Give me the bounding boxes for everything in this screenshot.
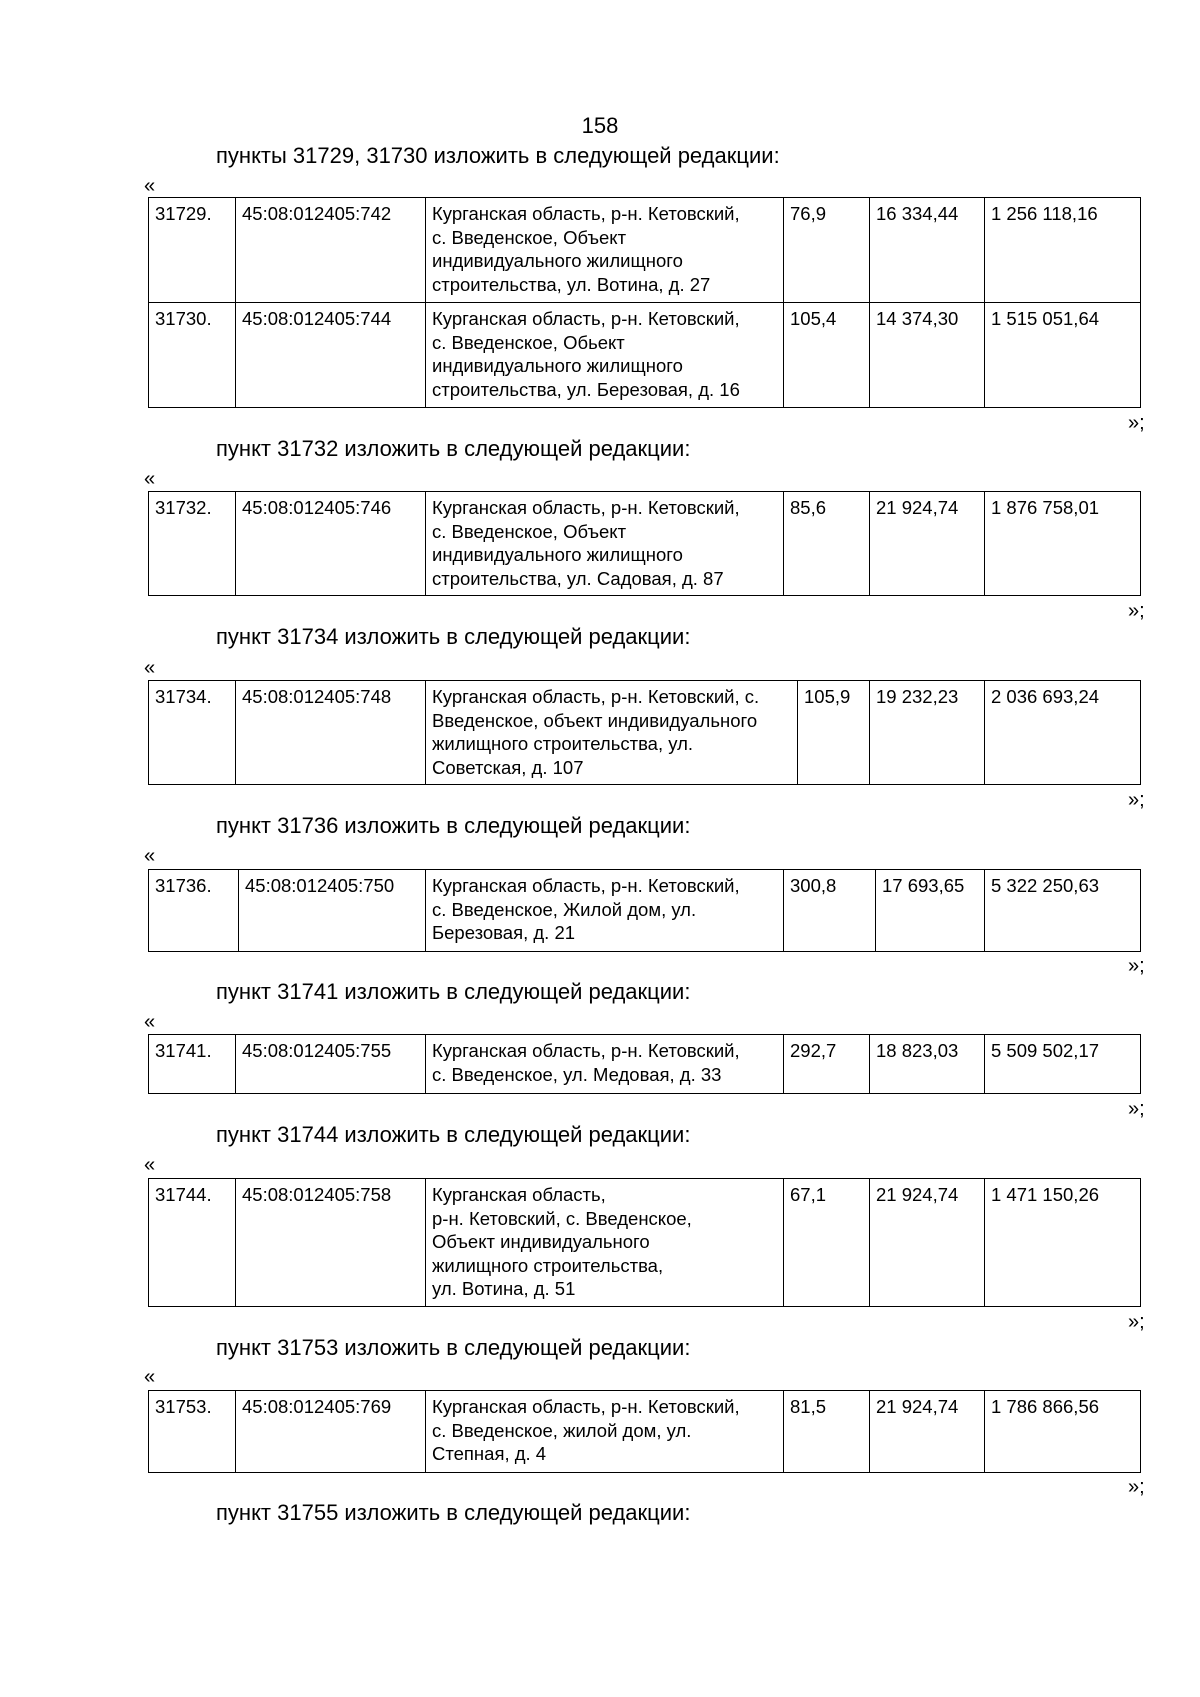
rate-value: 18 823,03 (870, 1035, 985, 1094)
section-intro: пункт 31732 изложить в следующей редакции: (216, 436, 691, 461)
area-value: 67,1 (784, 1179, 870, 1307)
address-line: с. Введенское, Объект (432, 226, 627, 248)
address-cell (426, 870, 784, 952)
amendment-table (148, 869, 1141, 952)
close-quote: »; (1128, 955, 1145, 977)
table-row (149, 870, 1141, 952)
address-line: Березовая, д. 21 (432, 922, 576, 943)
row-number: 31736. (149, 870, 239, 952)
cadastral-number: 45:08:012405:744 (236, 303, 426, 408)
close-quote: »; (1128, 1098, 1145, 1120)
total-value: 1 471 150,26 (985, 1179, 1141, 1307)
amendment-table (148, 1034, 1141, 1094)
amendment-table (148, 1178, 1141, 1307)
section-intro: пункт 31755 изложить в следующей редакции: (216, 1500, 691, 1525)
rate-value: 19 232,23 (870, 681, 985, 785)
section-intro: пункт 31753 изложить в следующей редакции: (216, 1335, 691, 1360)
cadastral-number: 45:08:012405:769 (236, 1391, 426, 1473)
address-line: строительства, ул. Вотина, д. 27 (432, 273, 711, 295)
section-intro: пункт 31734 изложить в следующей редакции: (216, 624, 691, 649)
address-cell (426, 1391, 784, 1473)
table-row (149, 492, 1141, 596)
rate-value: 16 334,44 (870, 198, 985, 303)
row-number: 31744. (149, 1179, 236, 1307)
close-quote: »; (1128, 600, 1145, 622)
rate-value: 17 693,65 (876, 870, 985, 952)
close-quote: »; (1128, 1476, 1145, 1498)
cadastral-number: 45:08:012405:746 (236, 492, 426, 596)
area-value: 81,5 (784, 1391, 870, 1473)
rate-value: 21 924,74 (870, 1179, 985, 1307)
table-row (149, 681, 1141, 785)
row-number: 31741. (149, 1035, 236, 1094)
cadastral-number: 45:08:012405:755 (236, 1035, 426, 1094)
row-number: 31729. (149, 198, 236, 303)
section-intro: пункт 31744 изложить в следующей редакции: (216, 1122, 691, 1147)
cadastral-number: 45:08:012405:748 (236, 681, 426, 785)
total-value: 1 515 051,64 (985, 303, 1141, 408)
close-quote: »; (1128, 789, 1145, 811)
address-line: жилищного строительства, (432, 1254, 664, 1276)
total-value: 5 509 502,17 (985, 1035, 1141, 1094)
open-quote: « (144, 845, 156, 867)
address-line: строительства, ул. Березовая, д. 16 (432, 378, 740, 400)
address-line: р-н. Кетовский, с. Введенское, (432, 1207, 692, 1229)
address-cell (426, 198, 784, 303)
address-line: Курганская область, р-н. Кетовский, (432, 875, 740, 896)
row-number: 31730. (149, 303, 236, 408)
address-line: индивидуального жилищного (432, 250, 683, 271)
table-row (149, 1035, 1141, 1094)
page-number: 158 (581, 113, 619, 138)
address-cell (426, 492, 784, 596)
area-value: 85,6 (784, 492, 870, 596)
open-quote: « (144, 657, 156, 679)
address-line: с. Введенское, ул. Медовая, д. 33 (432, 1063, 722, 1085)
area-value: 300,8 (784, 870, 876, 952)
area-value: 292,7 (784, 1035, 870, 1094)
amendment-table (148, 1390, 1141, 1473)
amendment-table (148, 197, 1141, 408)
address-line: Курганская область, р-н. Кетовский, (432, 497, 740, 518)
address-line: с. Введенское, Обьект (432, 331, 625, 353)
close-quote: »; (1128, 412, 1145, 434)
address-line: индивидуального жилищного (432, 355, 683, 376)
address-cell (426, 303, 784, 408)
address-line: Объект индивидуального (432, 1231, 650, 1252)
row-number: 31734. (149, 681, 236, 785)
total-value: 1 256 118,16 (985, 198, 1141, 303)
table-row (149, 303, 1141, 408)
section-intro: пункты 31729, 31730 изложить в следующей редакции: (216, 143, 780, 168)
address-line: Курганская область, (432, 1184, 606, 1205)
address-cell (426, 1179, 784, 1307)
area-value: 105,4 (784, 303, 870, 408)
table-row (149, 198, 1141, 303)
address-line: строительства, ул. Садовая, д. 87 (432, 567, 724, 589)
address-line: с. Введенское, Жилой дом, ул. (432, 898, 697, 920)
rate-value: 14 374,30 (870, 303, 985, 408)
total-value: 1 876 758,01 (985, 492, 1141, 596)
cadastral-number: 45:08:012405:758 (236, 1179, 426, 1307)
address-line: Курганская область, р-н. Кетовский, (432, 203, 740, 224)
total-value: 2 036 693,24 (985, 681, 1141, 785)
row-number: 31753. (149, 1391, 236, 1473)
close-quote: »; (1128, 1311, 1145, 1333)
open-quote: « (144, 1011, 156, 1033)
open-quote: « (144, 1366, 156, 1388)
address-cell (426, 1035, 784, 1094)
total-value: 5 322 250,63 (985, 870, 1141, 952)
address-line: Степная, д. 4 (432, 1443, 547, 1464)
rate-value: 21 924,74 (870, 1391, 985, 1473)
amendment-table (148, 680, 1141, 785)
area-value: 105,9 (798, 681, 870, 785)
table-row (149, 1391, 1141, 1473)
rate-value: 21 924,74 (870, 492, 985, 596)
open-quote: « (144, 1154, 156, 1176)
address-line: Курганская область, р-н. Кетовский, (432, 1396, 740, 1417)
address-line: Советская, д. 107 (432, 756, 584, 778)
amendment-table (148, 491, 1141, 596)
row-number: 31732. (149, 492, 236, 596)
section-intro: пункт 31741 изложить в следующей редакции: (216, 979, 691, 1004)
open-quote: « (144, 175, 156, 197)
address-line: ул. Вотина, д. 51 (432, 1278, 576, 1299)
address-line: Курганская область, р-н. Кетовский, с. (432, 686, 760, 707)
section-intro: пункт 31736 изложить в следующей редакции: (216, 813, 691, 838)
open-quote: « (144, 468, 156, 490)
table-row (149, 1179, 1141, 1307)
cadastral-number: 45:08:012405:750 (239, 870, 426, 952)
address-line: с. Введенское, жилой дом, ул. (432, 1419, 692, 1441)
address-line: Курганская область, р-н. Кетовский, (432, 308, 740, 329)
address-line: жилищного строительства, ул. (432, 733, 694, 754)
cadastral-number: 45:08:012405:742 (236, 198, 426, 303)
address-line: Курганская область, р-н. Кетовский, (432, 1040, 740, 1061)
address-line: индивидуального жилищного (432, 544, 683, 565)
total-value: 1 786 866,56 (985, 1391, 1141, 1473)
address-line: с. Введенское, Объект (432, 520, 627, 542)
address-line: Введенское, объект индивидуального (432, 709, 758, 731)
area-value: 76,9 (784, 198, 870, 303)
address-cell (426, 681, 798, 785)
